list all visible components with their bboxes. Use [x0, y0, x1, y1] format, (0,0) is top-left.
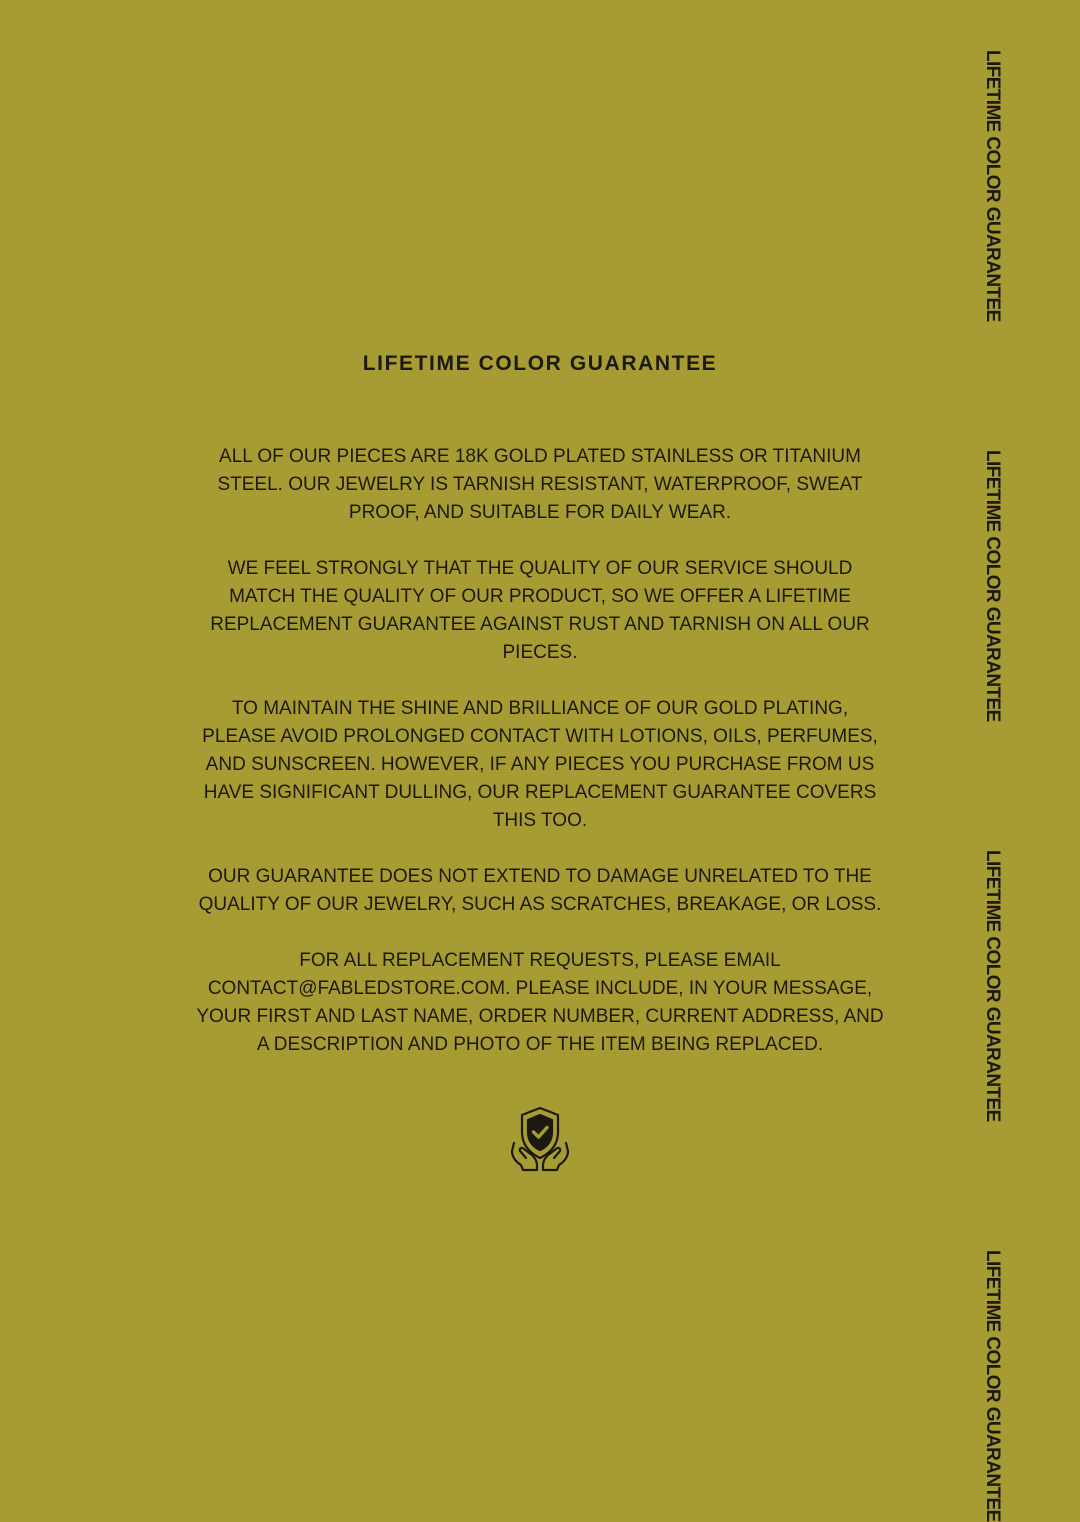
paragraph-materials: ALL OF OUR PIECES ARE 18K GOLD PLATED STAINLESS OR TITANIUM STEEL. OUR JEWELRY IS TARNISH RESISTANT, WATERPROOF, SWEAT PROOF, AND SUITABLE FOR DAILY WEAR.: [217, 446, 863, 523]
side-label: LIFETIME COLOR GUARANTEE: [982, 850, 1003, 1122]
paragraph-contact-instructions: FOR ALL REPLACEMENT REQUESTS, PLEASE EMAIL CONTACT@FABLEDSTORE.COM. PLEASE INCLUDE, IN YOUR MESSAGE, YOUR FIRST AND LAST NAME, ORDER NUMBER, CURRENT ADDRESS, AND A DESCRIPTION AND PHOTO OF THE ITEM BEING REPLACED.: [196, 950, 884, 1055]
side-label: LIFETIME COLOR GUARANTEE: [982, 450, 1003, 722]
side-label: LIFETIME COLOR GUARANTEE: [982, 1250, 1003, 1522]
side-label: LIFETIME COLOR GUARANTEE: [982, 50, 1003, 322]
page-title: LIFETIME COLOR GUARANTEE: [362, 352, 718, 375]
guarantee-body: [196, 443, 884, 1059]
shield-check-hands-icon: [508, 1105, 572, 1173]
paragraph-exclusions: OUR GUARANTEE DOES NOT EXTEND TO DAMAGE UNRELATED TO THE QUALITY OF OUR JEWELRY, SUCH AS SCRATCHES, BREAKAGE, OR LOSS.: [198, 866, 882, 915]
paragraph-care-instructions: TO MAINTAIN THE SHINE AND BRILLIANCE OF OUR GOLD PLATING, PLEASE AVOID PROLONGED CONTACT WITH LOTIONS, OILS, PERFUMES, AND SUNSCREEN. HOWEVER, IF ANY PIECES YOU PURCHASE FROM US HAVE SIGNIFICANT DULLING, OUR REPLACEMENT GUARANTEE COVERS THIS TOO.: [202, 698, 878, 831]
paragraph-replacement-guarantee: WE FEEL STRONGLY THAT THE QUALITY OF OUR SERVICE SHOULD MATCH THE QUALITY OF OUR PRODUCT, SO WE OFFER A LIFETIME REPLACEMENT GUARANTEE AGAINST RUST AND TARNISH ON ALL OUR PIECES.: [210, 558, 870, 663]
